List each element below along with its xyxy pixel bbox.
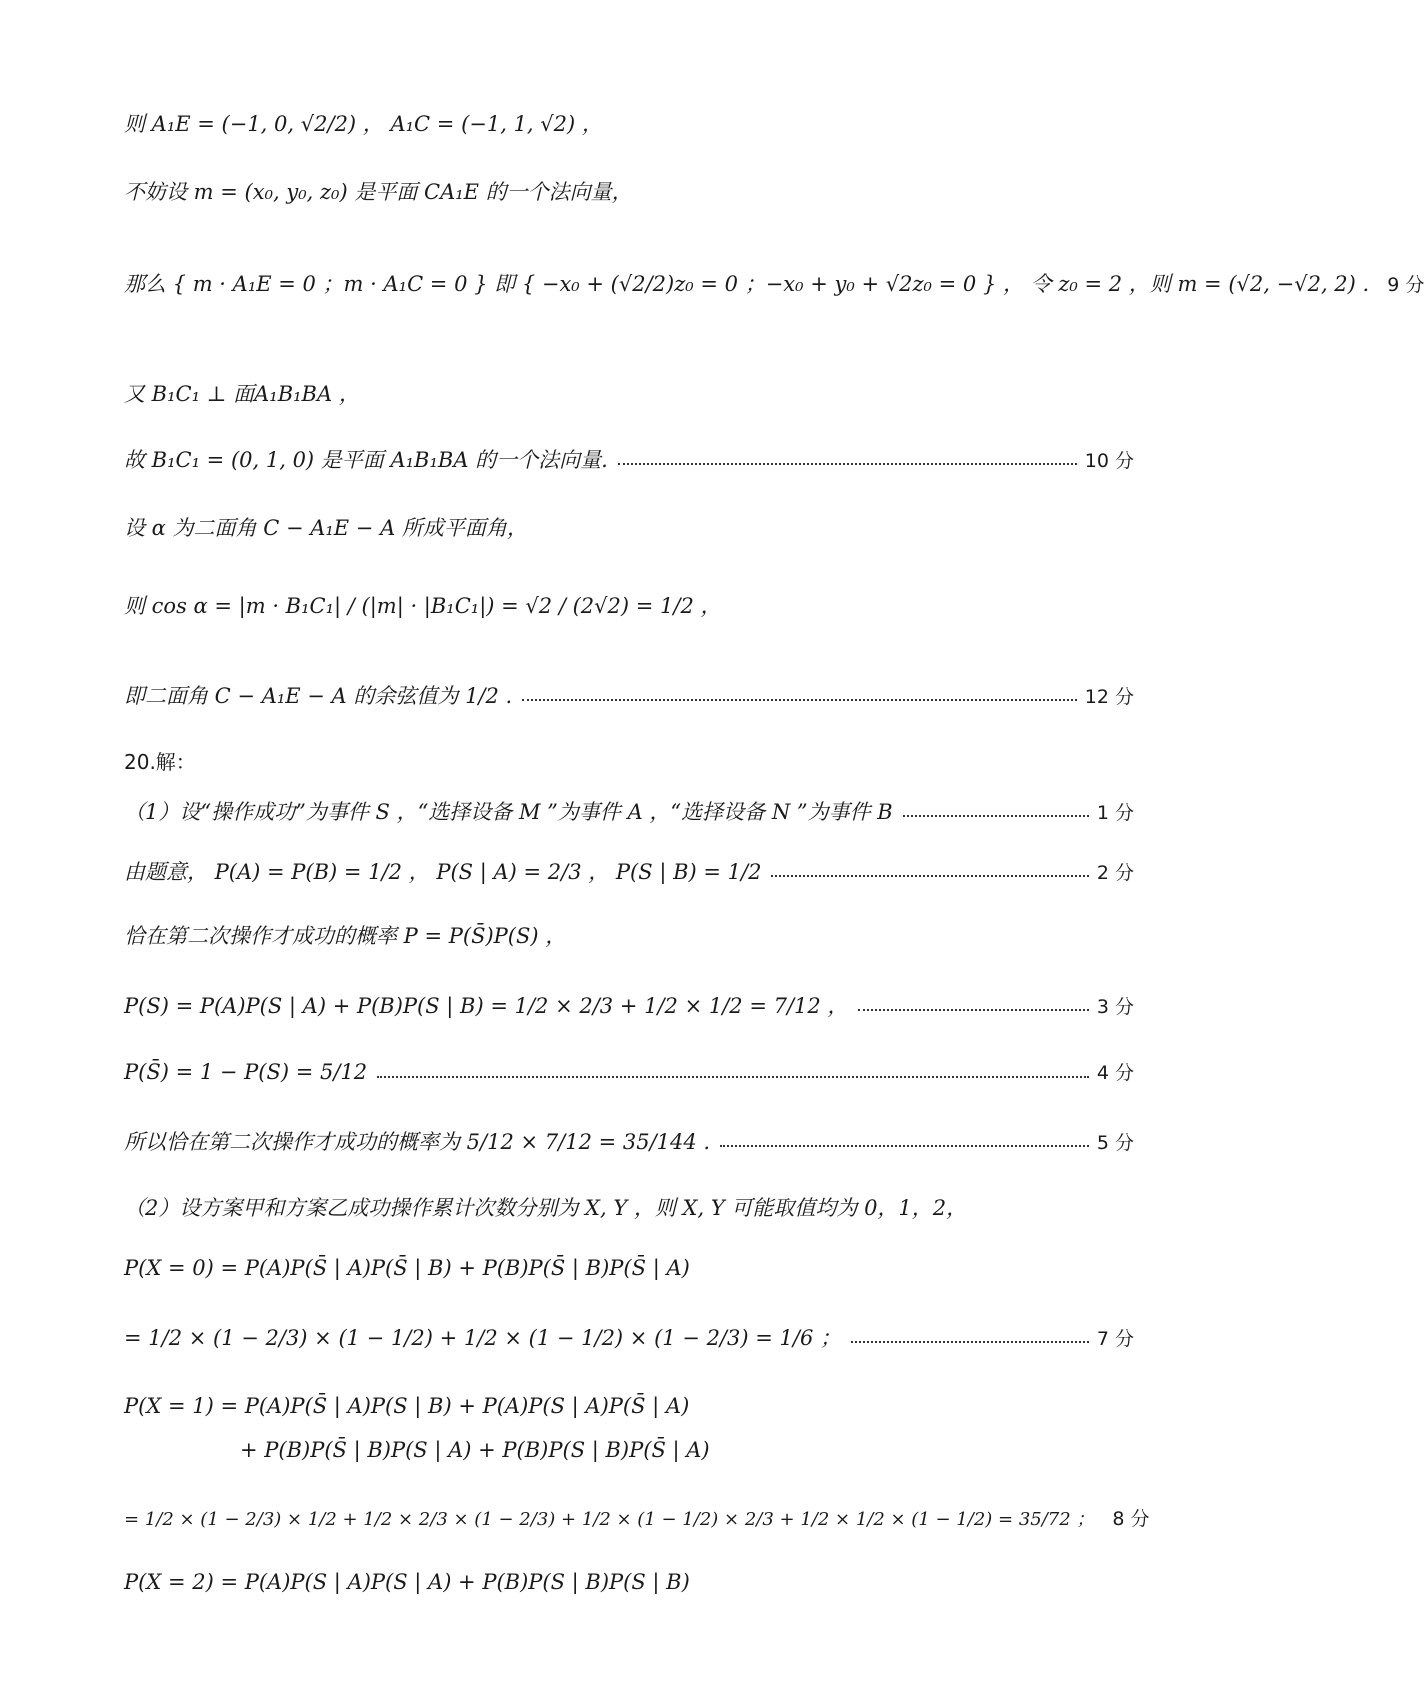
line-text: （2）设方案甲和方案乙成功操作累计次数分别为 X, Y ，则 X, Y 可能取值均为 0，1，2，	[124, 1196, 968, 1220]
line-ps-complement	[124, 1058, 1134, 1085]
line-px0-expression	[124, 1256, 1134, 1280]
score-label: 1 分	[1096, 801, 1134, 824]
line-px1-expression-1	[124, 1394, 1134, 1418]
score-label: 12 分	[1084, 685, 1134, 708]
line-part2-definition	[124, 1192, 1134, 1222]
line-px0-value	[124, 1322, 1134, 1352]
section-heading-20	[124, 746, 1134, 775]
score-label: 8 分	[1112, 1508, 1150, 1530]
line-px2-expression	[124, 1570, 1134, 1594]
dot-leader	[720, 1145, 1089, 1147]
score-label: 7 分	[1096, 1327, 1134, 1350]
line-final-probability	[124, 1126, 1134, 1156]
line-text: 恰在第二次操作才成功的概率 P = P(S̄)P(S) ，	[124, 924, 567, 948]
line-text: + P(B)P(S̄ | B)P(S | A) + P(B)P(S | B)P(S̄ | A)	[240, 1438, 710, 1462]
line-text: 故 B₁C₁ = (0, 1, 0) 是平面 A₁B₁BA 的一个法向量.	[124, 448, 608, 472]
line-text: 设 α 为二面角 C − A₁E − A 所成平面角，	[124, 516, 528, 540]
line-second-success-prob	[124, 920, 1134, 950]
line-text: 那么 { m · A₁E = 0 ；m · A₁C = 0 } 即 { −x₀ + (√2/2)z₀ = 0 ；−x₀ + y₀ + √2z₀ = 0 } ， 令 z₀ = 2 ，则 m = (√2, −√2, 2) .	[124, 272, 1370, 296]
score-label: 4 分	[1096, 1062, 1134, 1084]
line-px1-value	[124, 1504, 1150, 1531]
line-normal-vector-m	[124, 176, 1134, 206]
line-vectors-a1e-a1c	[124, 108, 1134, 138]
line-given-probabilities	[124, 856, 1134, 886]
line-text: P(X = 0) = P(A)P(S̄ | A)P(S̄ | B) + P(B)P(S̄ | B)P(S̄ | A)	[124, 1256, 690, 1280]
line-cosine-result	[124, 680, 1134, 710]
dot-leader	[618, 463, 1077, 465]
line-px1-expression-2	[240, 1438, 1134, 1462]
line-text: 则 cos α = |m · B₁C₁| / (|m| · |B₁C₁|) = √2 / (2√2) = 1/2 ，	[124, 594, 722, 618]
line-text: = 1/2 × (1 − 2/3) × (1 − 1/2) + 1/2 × (1 − 1/2) × (1 − 2/3) = 1/6 ；	[124, 1326, 841, 1350]
line-text: （1）设“操作成功”为事件 S ，“选择设备 M ”为事件 A ，“选择设备 N ”为事件 B	[124, 800, 893, 824]
line-text: P(X = 1) = P(A)P(S̄ | A)P(S | B) + P(A)P(S | A)P(S̄ | A)	[124, 1394, 690, 1418]
line-perpendicular	[124, 378, 1134, 408]
line-text: P(S̄) = 1 − P(S) = 5/12	[124, 1059, 368, 1084]
line-normal-b1c1	[124, 444, 1134, 474]
line-text: 不妨设 m = (x₀, y₀, z₀) 是平面 CA₁E 的一个法向量，	[124, 180, 633, 204]
line-alpha-definition	[124, 512, 1134, 542]
score-label: 5 分	[1096, 1131, 1134, 1154]
line-ps-computation	[124, 990, 1134, 1020]
score-label: 3 分	[1096, 995, 1134, 1018]
line-text: = 1/2 × (1 − 2/3) × 1/2 + 1/2 × 2/3 × (1 − 2/3) + 1/2 × (1 − 1/2) × 2/3 + 1/2 × 1/2 × (1 − 1/2) = 35/72 ；	[124, 1508, 1095, 1530]
line-cos-alpha	[124, 590, 1134, 620]
score-label: 9 分	[1387, 273, 1424, 296]
line-text: P(X = 2) = P(A)P(S | A)P(S | A) + P(B)P(S | B)P(S | B)	[124, 1570, 690, 1594]
line-text: P(S) = P(A)P(S | A) + P(B)P(S | B) = 1/2 × 2/3 + 1/2 × 1/2 = 7/12 ，	[124, 994, 849, 1018]
score-label: 2 分	[1096, 861, 1134, 884]
line-equation-system	[124, 268, 1424, 298]
dot-leader	[903, 815, 1089, 817]
dot-leader	[858, 1009, 1088, 1011]
line-text: 又 B₁C₁ ⊥ 面A₁B₁BA ，	[124, 382, 360, 406]
line-events-definition	[124, 796, 1134, 826]
score-label: 10 分	[1084, 449, 1134, 472]
line-text: 所以恰在第二次操作才成功的概率为 5/12 × 7/12 = 35/144 .	[124, 1130, 711, 1154]
line-text: 由题意， P(A) = P(B) = 1/2 ， P(S | A) = 2/3 ， P(S | B) = 1/2	[124, 860, 762, 884]
line-text: 20.解：	[124, 750, 196, 774]
dot-leader	[851, 1341, 1089, 1343]
line-text: 即二面角 C − A₁E − A 的余弦值为 1/2 .	[124, 684, 513, 708]
dot-leader	[771, 875, 1088, 877]
dot-leader	[522, 699, 1077, 701]
line-text: 则 A₁E = (−1, 0, √2/2) ， A₁C = (−1, 1, √2) ，	[124, 112, 603, 136]
dot-leader	[377, 1076, 1089, 1078]
